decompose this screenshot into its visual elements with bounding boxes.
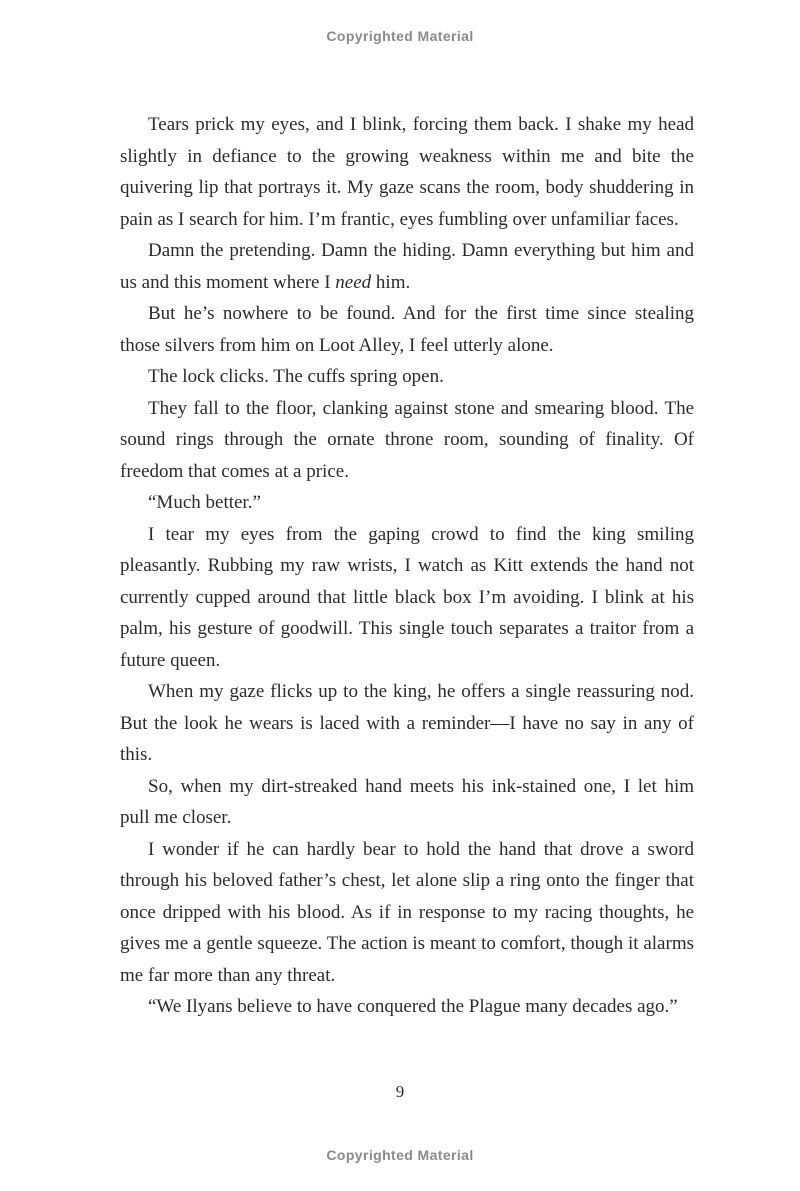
text-segment: Damn the pretending. Damn the hiding. Damn everything but him and us and this moment where I (120, 240, 694, 293)
paragraph (120, 298, 694, 361)
copyright-notice-bottom: Copyrighted Material (326, 1147, 474, 1163)
page-number: 9 (395, 1082, 405, 1101)
paragraph (120, 487, 694, 519)
paragraph (120, 109, 694, 235)
paragraph (120, 361, 694, 393)
text-segment: The lock clicks. The cuffs spring open. (148, 366, 444, 387)
text-segment: “We Ilyans believe to have conquered the Plague many decades ago.” (148, 996, 678, 1017)
paragraph (120, 834, 694, 992)
copyright-notice-top: Copyrighted Material (326, 28, 474, 44)
text-segment: him. (371, 271, 411, 293)
paragraph (120, 519, 694, 677)
paragraph (120, 771, 694, 834)
page-body (120, 109, 694, 1023)
paragraph (120, 235, 694, 298)
text-segment: They fall to the floor, clanking against stone and smearing blood. The sound rings through the ornate throne room, sounding of finality. Of freedom that comes at a price. (120, 397, 694, 482)
paragraph (120, 991, 694, 1023)
paragraph (120, 393, 694, 488)
text-segment: So, when my dirt-streaked hand meets his ink-stained one, I let him pull me closer. (120, 775, 694, 828)
text-segment: When my gaze flicks up to the king, he offers a single reassuring nod. But the look he wears is laced with a reminder—I have no say in any of this. (120, 681, 694, 765)
text-segment: Tears prick my eyes, and I blink, forcing them back. I shake my head slightly in defiance to the growing weakness within me and bite the quivering lip that portrays it. My gaze scans the room, body shuddering in pain as I search for him. I’m frantic, eyes fumbling over unfamiliar faces. (120, 114, 694, 230)
text-segment: I tear my eyes from the gaping crowd to find the king smiling pleasantly. Rubbing my raw wrists, I watch as Kitt extends the hand not currently cupped around that little black box I’m avoiding. I blink at his palm, his gesture of goodwill. This single touch separates a traitor from a future queen. (120, 523, 694, 671)
text-segment: But he’s nowhere to be found. And for the first time since stealing those silvers from him on Loot Alley, I feel utterly alone. (120, 303, 694, 356)
paragraph (120, 676, 694, 771)
text-segment: I wonder if he can hardly bear to hold the hand that drove a sword through his beloved father’s chest, let alone slip a ring onto the finger that once dripped with his blood. As if in response to my racing thoughts, he gives me a gentle squeeze. The action is meant to comfort, though it alarms me far more than any threat. (120, 838, 694, 986)
text-segment: “Much better.” (148, 492, 261, 513)
italic-text-segment: need (335, 271, 372, 293)
